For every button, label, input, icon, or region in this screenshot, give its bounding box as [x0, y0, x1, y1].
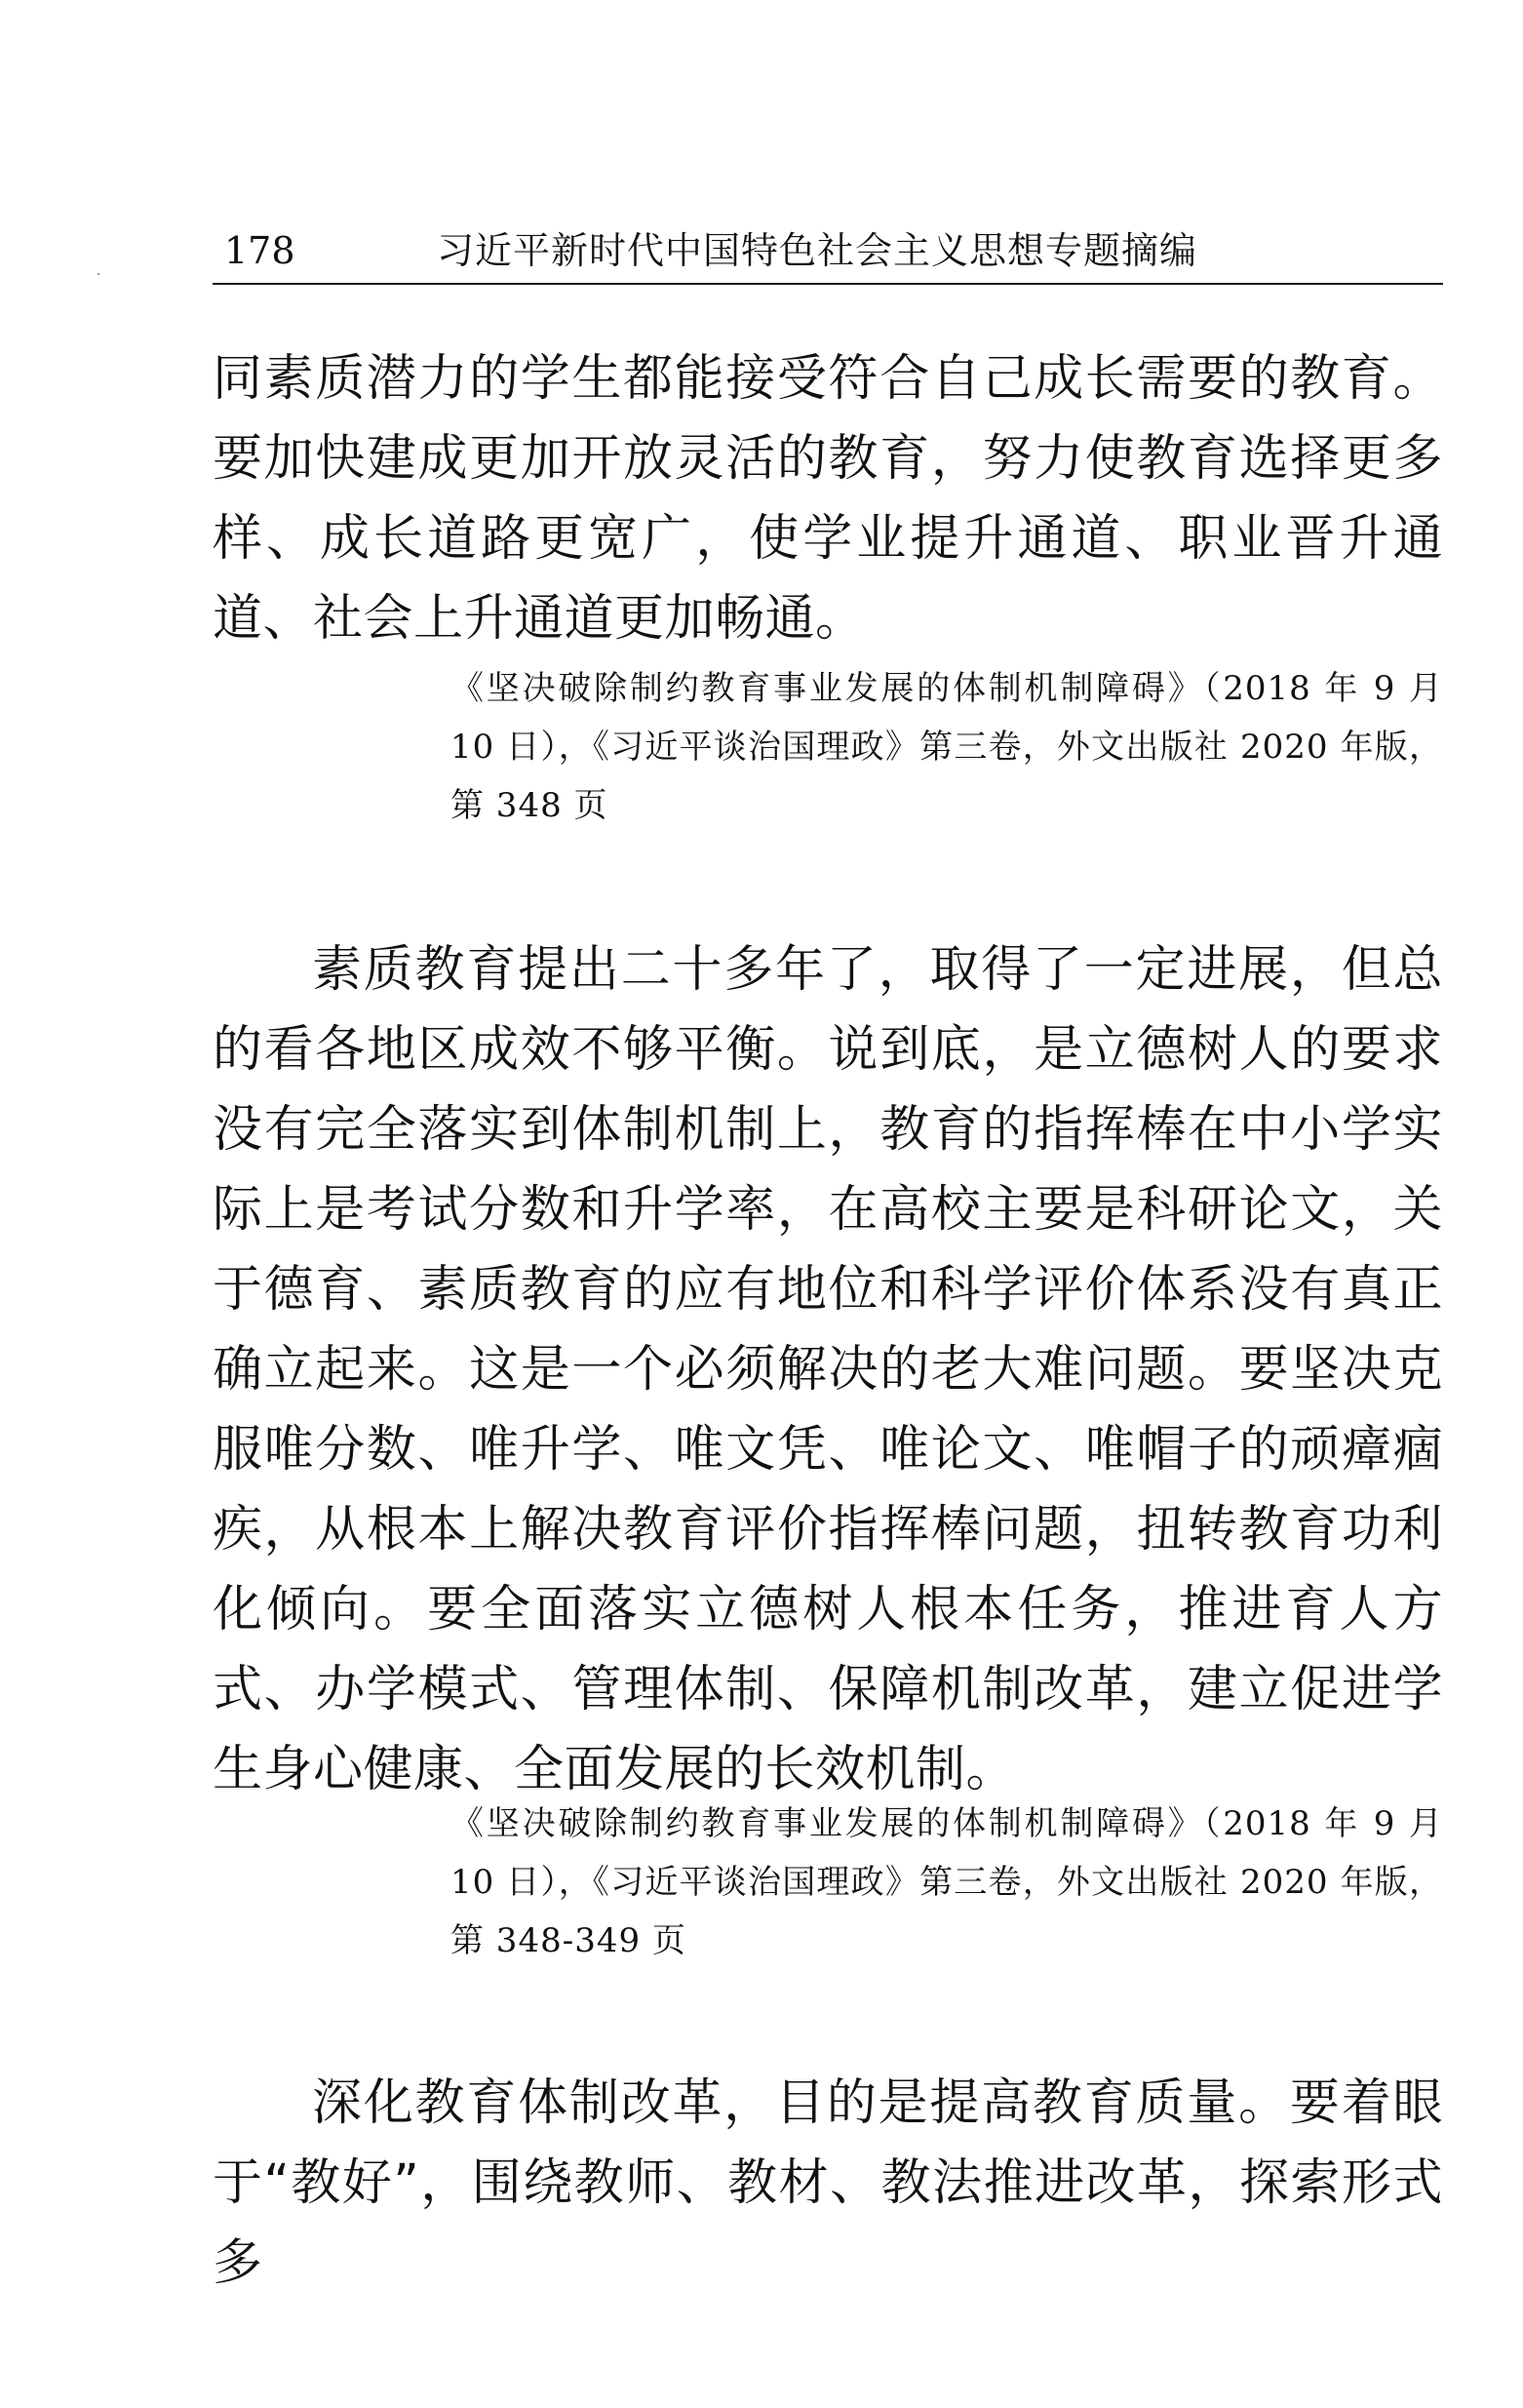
page-number: 178 [224, 229, 295, 272]
paragraph-2: 素质教育提出二十多年了，取得了一定进展，但总的看各地区成效不够平衡。说到底，是立德树人的要求没有完全落实到体制机制上，教育的指挥棒在中小学实际上是考试分数和升学率，在高校主要是科研论文，关于德育、素质教育的应有地位和科学评价体系没有真正确立起来。这是一个必须解决的老大难问题。要坚决克服唯分数、唯升学、唯文凭、唯论文、唯帽子的顽瘴痼疾，从根本上解决教育评价指挥棒问题，扭转教育功利化倾向。要全面落实立德树人根本任务，推进育人方式、办学模式、管理体制、保障机制改革，建立促进学生身心健康、全面发展的长效机制。 [213, 941, 1443, 1798]
page-header [213, 222, 1443, 285]
citation-1: 《坚决破除制约教育事业发展的体制机制障碍》（2018 年 9 月 10 日），《习近平谈治国理政》第三卷，外文出版社 2020 年版，第 348 页 [450, 669, 1443, 825]
citation-2: 《坚决破除制约教育事业发展的体制机制障碍》（2018 年 9 月 10 日），《习近平谈治国理政》第三卷，外文出版社 2020 年版，第 348-349 页 [450, 1804, 1443, 1960]
scan-speck [98, 273, 99, 275]
paragraph-1: 同素质潜力的学生都能接受符合自己成长需要的教育。要加快建成更加开放灵活的教育，努力使教育选择更多样、成长道路更宽广，使学业提升通道、职业晋升通道、社会上升通道更加畅通。 [213, 350, 1443, 648]
running-title: 习近平新时代中国特色社会主义思想专题摘编 [437, 229, 1198, 272]
paragraph-3: 深化教育体制改革，目的是提高教育质量。要着眼于“教好”，围绕教师、教材、教法推进改革，探索形式多 [213, 2074, 1443, 2292]
